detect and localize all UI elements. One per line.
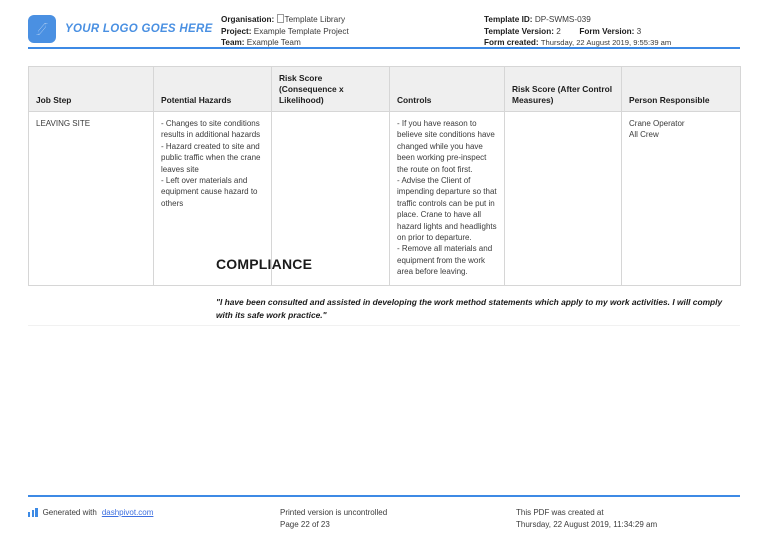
footer-generated-with	[28, 507, 153, 519]
header-divider	[28, 47, 740, 49]
meta-template-id	[484, 14, 671, 26]
footer-pdf-info	[516, 507, 657, 530]
cell-line: - If you have reason to believe site conditions have changed while you have been working pre-inspect the route on foot first.	[397, 119, 495, 174]
cell-line: - Left over materials and equipment cause hazard to others	[161, 176, 258, 208]
compliance-statement: "I have been consulted and assisted in developing the work method statements which apply to my work activities. I will comply with its safe work practice."	[216, 297, 723, 320]
header-meta-right	[484, 14, 671, 49]
compliance-title: COMPLIANCE	[216, 256, 313, 272]
bar-chart-icon	[28, 508, 38, 517]
meta-organisation-value: Template Library	[284, 15, 346, 24]
meta-template-id-value: DP-SWMS-039	[534, 15, 591, 24]
column-header-controls: Controls	[390, 67, 505, 112]
swms-table	[28, 66, 741, 286]
cell-line: - Advise the Client of impending departure so that traffic controls can be put in place. Crane to have all hazard lights and headlights on prior to departure.	[397, 176, 497, 243]
dashpivot-link[interactable]: dashpivot.com	[101, 508, 154, 517]
footer-print-notice: Printed version is uncontrolled	[280, 508, 388, 517]
compliance-divider	[28, 325, 740, 326]
meta-form-version-value: 3	[636, 26, 642, 36]
column-header-person-responsible: Person Responsible	[622, 67, 741, 112]
column-header-potential-hazards: Potential Hazards	[154, 67, 272, 112]
logo-text: YOUR LOGO GOES HERE	[65, 23, 213, 35]
cell-line: Crane Operator	[629, 119, 685, 128]
swirl-logo-icon	[28, 15, 56, 43]
meta-template-version-label: Template Version:	[484, 26, 554, 36]
footer-divider	[28, 495, 740, 497]
footer-generated-label: Generated with	[42, 508, 97, 517]
logo-block	[28, 15, 213, 43]
cell-line: - Hazard created to site and public traffic when the crane leaves site	[161, 141, 261, 174]
footer-page-number: Page 22 of 23	[280, 519, 330, 529]
swms-table-wrap	[28, 66, 740, 286]
meta-project-label: Project:	[221, 26, 252, 36]
meta-template-id-label: Template ID:	[484, 15, 533, 24]
column-header-risk-score-after: Risk Score (After Control Measures)	[505, 67, 622, 112]
cell-line: - Changes to site conditions results in additional hazards	[161, 119, 261, 140]
meta-form-created-label: Form created:	[484, 38, 539, 48]
header-meta-left	[221, 14, 349, 49]
meta-organisation-label: Organisation:	[221, 15, 275, 24]
meta-organisation	[221, 14, 349, 26]
cell-line: - Remove all materials and equipment from the work area before leaving.	[397, 244, 493, 277]
meta-versions	[484, 26, 671, 38]
meta-form-created-value: Thursday, 22 August 2019, 9:55:39 am	[540, 38, 672, 48]
column-header-risk-score-before: Risk Score (Consequence x Likelihood)	[272, 67, 390, 112]
meta-team-value: Example Team	[246, 38, 301, 48]
missing-glyph-icon	[277, 14, 284, 23]
cell-line: LEAVING SITE	[36, 119, 91, 128]
meta-team-label: Team:	[221, 38, 245, 48]
footer-pdf-created-value: Thursday, 22 August 2019, 11:34:29 am	[516, 519, 658, 529]
meta-form-version-label: Form Version:	[579, 26, 635, 36]
column-header-job-step: Job Step	[29, 67, 154, 112]
compliance-section	[216, 256, 736, 322]
footer-pdf-created-label: This PDF was created at	[516, 508, 604, 517]
meta-template-version-value: 2	[556, 26, 561, 36]
table-header-row	[29, 67, 741, 112]
footer-print-info	[280, 507, 387, 530]
meta-project	[221, 26, 349, 38]
cell-job-step	[29, 112, 154, 286]
cell-line: All Crew	[629, 130, 659, 140]
meta-project-value: Example Template Project	[253, 26, 349, 36]
